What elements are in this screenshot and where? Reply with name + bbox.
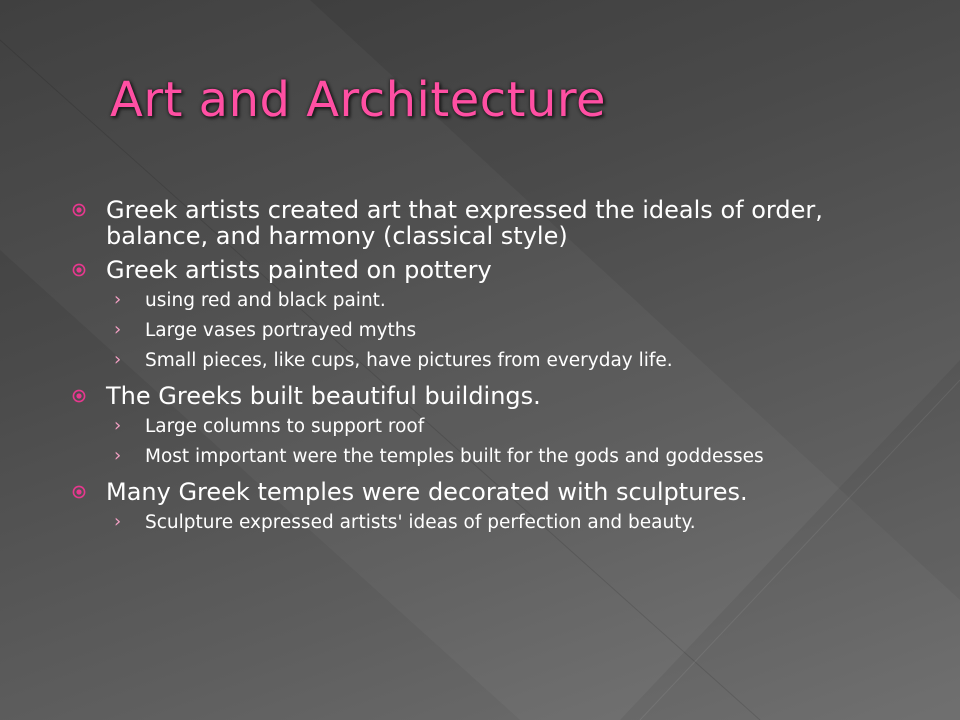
circled-bullet-icon xyxy=(72,485,86,499)
sub-bullet-item xyxy=(72,321,902,340)
chevron-right-icon: › xyxy=(114,445,122,466)
bullet-item xyxy=(72,197,902,249)
sub-bullet-text: Small pieces, like cups, have pictures from everyday life. xyxy=(145,350,673,371)
sub-bullet-text: using red and black paint. xyxy=(145,290,386,311)
sub-bullet-item xyxy=(72,447,902,466)
chevron-right-icon: › xyxy=(114,511,122,532)
sub-bullet-item xyxy=(72,291,902,310)
chevron-right-icon: › xyxy=(114,415,122,436)
sub-bullet-text: Large vases portrayed myths xyxy=(145,320,417,341)
sub-bullet-text: Sculpture expressed artists' ideas of perfection and beauty. xyxy=(145,512,696,533)
bullet-item xyxy=(72,383,902,409)
bullet-text: Greek artists created art that expressed the ideals of order, balance, and harmony (classical style) xyxy=(106,196,823,250)
sub-bullet-item xyxy=(72,417,902,436)
chevron-right-icon: › xyxy=(114,319,122,340)
circled-bullet-icon xyxy=(72,203,86,217)
bullet-item xyxy=(72,257,902,283)
bullet-text: Many Greek temples were decorated with sculptures. xyxy=(106,478,748,506)
bullet-text: The Greeks built beautiful buildings. xyxy=(106,382,541,410)
circled-bullet-icon xyxy=(72,389,86,403)
sub-bullet-item xyxy=(72,351,902,370)
chevron-right-icon: › xyxy=(114,349,122,370)
slide-title: Art and Architecture xyxy=(110,72,607,128)
slide-content xyxy=(72,197,902,543)
sub-bullet-item xyxy=(72,513,902,532)
sub-bullet-text: Most important were the temples built for the gods and goddesses xyxy=(145,446,764,467)
sub-bullet-text: Large columns to support roof xyxy=(145,416,425,437)
circled-bullet-icon xyxy=(72,263,86,277)
bullet-item xyxy=(72,479,902,505)
chevron-right-icon: › xyxy=(114,289,122,310)
bullet-text: Greek artists painted on pottery xyxy=(106,256,492,284)
